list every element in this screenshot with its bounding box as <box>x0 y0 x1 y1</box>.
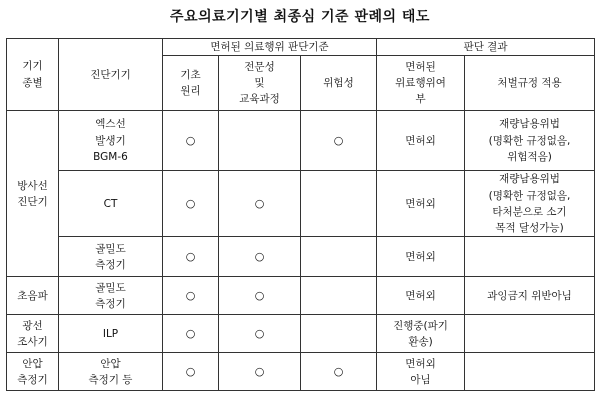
header-device-type: 기기 종별 <box>7 39 59 111</box>
row-licensed: 면허외 <box>377 171 465 237</box>
row-expertise <box>219 111 301 171</box>
row-risk <box>301 277 377 315</box>
row-basic: ○ <box>163 353 219 391</box>
header-licensed-act: 면허된 위료행위여 부 <box>377 56 465 111</box>
row-basic: ○ <box>163 111 219 171</box>
table-row <box>7 353 595 391</box>
table-row <box>7 171 595 237</box>
header-penalty: 처벌규정 적용 <box>465 56 595 111</box>
header-criteria-group: 면허된 의료행위 판단기준 <box>163 39 377 56</box>
row-penalty <box>465 353 595 391</box>
row-basic: ○ <box>163 277 219 315</box>
row-risk <box>301 315 377 353</box>
header-risk: 위험성 <box>301 56 377 111</box>
row-basic: ○ <box>163 237 219 277</box>
row-device: ILP <box>59 315 163 353</box>
row-device: CT <box>59 171 163 237</box>
row-device: 안압 측정기 등 <box>59 353 163 391</box>
row-basic: ○ <box>163 171 219 237</box>
row-basic: ○ <box>163 315 219 353</box>
row-penalty: 재량남용위법 (명확한 규정없음, 타처분으로 소기 목적 달성가능) <box>465 171 595 237</box>
row-licensed: 면허외 <box>377 111 465 171</box>
header-device: 진단기기 <box>59 39 163 111</box>
row-expertise: ○ <box>219 353 301 391</box>
table-row <box>7 277 595 315</box>
row-category: 안압 측정기 <box>7 353 59 391</box>
row-category: 광선 조사기 <box>7 315 59 353</box>
row-category: 초음파 <box>7 277 59 315</box>
row-penalty: 과잉금지 위반아님 <box>465 277 595 315</box>
row-licensed: 면허외 <box>377 237 465 277</box>
row-penalty: 재량남용위법 (명확한 규정없음, 위험적음) <box>465 111 595 171</box>
table-row <box>7 237 595 277</box>
row-penalty <box>465 237 595 277</box>
document-title: 주요의료기기별 최종심 기준 판례의 태도 <box>170 9 430 25</box>
row-risk: ○ <box>301 353 377 391</box>
row-risk <box>301 237 377 277</box>
table-row <box>7 315 595 353</box>
header-basic-principle: 기초 원리 <box>163 56 219 111</box>
row-risk <box>301 171 377 237</box>
row-risk: ○ <box>301 111 377 171</box>
row-device: 골밀도 측정기 <box>59 277 163 315</box>
row-expertise: ○ <box>219 315 301 353</box>
table-row <box>7 111 595 171</box>
row-device: 엑스선 발생기 BGM-6 <box>59 111 163 171</box>
row-device: 골밀도 측정기 <box>59 237 163 277</box>
header-result-group: 판단 결과 <box>377 39 595 56</box>
row-licensed: 진행중(파기 환송) <box>377 315 465 353</box>
header-expertise: 전문성 및 교육과정 <box>219 56 301 111</box>
row-licensed: 면허외 아님 <box>377 353 465 391</box>
row-expertise: ○ <box>219 277 301 315</box>
row-category: 방사선 진단기 <box>7 111 59 277</box>
row-penalty <box>465 315 595 353</box>
verdict-table <box>6 38 595 391</box>
row-expertise: ○ <box>219 171 301 237</box>
row-expertise: ○ <box>219 237 301 277</box>
row-licensed: 면허외 <box>377 277 465 315</box>
header-row-groups <box>7 39 595 56</box>
